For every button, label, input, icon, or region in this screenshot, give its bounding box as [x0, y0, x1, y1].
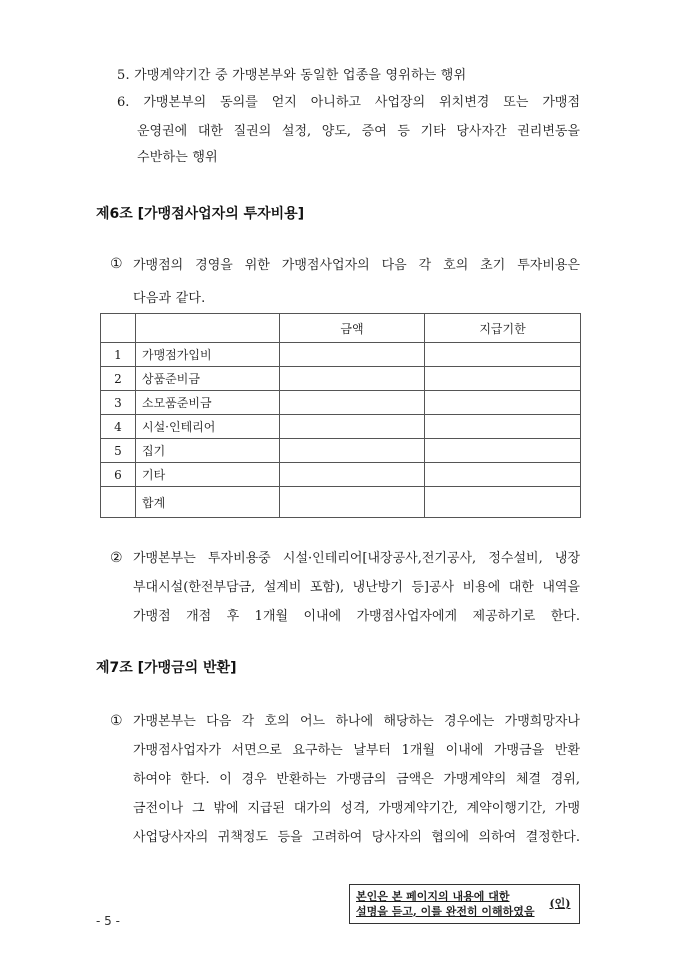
row-number: 6 — [101, 463, 136, 487]
row-due — [425, 367, 581, 391]
table-row — [101, 415, 581, 439]
row-amount — [280, 343, 425, 367]
clause-line: 하여야 한다. 이 경우 반환하는 가맹금의 금액은 가맹계약의 체결 경위, — [133, 772, 580, 787]
clause-line: 가맹본부는 투자비용중 시설·인테리어[내장공사,전기공사, 정수설비, 냉장 — [133, 551, 580, 566]
clause-line: 가맹점의 경영을 위한 가맹점사업자의 다음 각 호의 초기 투자비용은 — [133, 258, 580, 273]
clause-line: 다음과 같다. — [133, 291, 206, 306]
row-due — [425, 463, 581, 487]
row-item: 집기 — [136, 439, 280, 463]
row-amount — [280, 463, 425, 487]
list-item-6-line: 수반하는 행위 — [137, 150, 218, 165]
row-number: 3 — [101, 391, 136, 415]
row-amount — [280, 439, 425, 463]
clause-line: 사업당사자의 귀책정도 등을 고려하여 당사자의 협의에 의하여 결정한다. — [133, 830, 580, 845]
row-number: 1 — [101, 343, 136, 367]
row-due — [425, 343, 581, 367]
row-amount — [280, 367, 425, 391]
table-row — [101, 367, 581, 391]
table-header-due: 지급기한 — [425, 314, 581, 343]
row-amount — [280, 391, 425, 415]
table-header-row — [101, 314, 581, 343]
row-number: 4 — [101, 415, 136, 439]
total-amount — [280, 487, 425, 518]
row-due — [425, 391, 581, 415]
clause-marker: ① — [110, 713, 123, 729]
article-6-clause-2 — [133, 544, 580, 631]
row-item: 가맹점가입비 — [136, 343, 280, 367]
clause-marker: ① — [110, 256, 123, 272]
confirmation-text — [356, 889, 542, 919]
article-6-clause-1 — [133, 251, 580, 280]
clause-line: 가맹점 개점 후 1개월 이내에 가맹점사업자에게 제공하기로 한다. — [133, 609, 580, 624]
article-7-title: 제7조 [가맹금의 반환] — [96, 660, 237, 676]
row-amount — [280, 415, 425, 439]
row-number: 5 — [101, 439, 136, 463]
clause-line: 부대시설(한전부담금, 설계비 포함), 냉난방기 등]공사 비용에 대한 내역을 — [133, 580, 580, 595]
row-item: 기타 — [136, 463, 280, 487]
article-7-clause-1 — [133, 707, 580, 852]
investment-cost-table — [100, 313, 581, 518]
confirmation-line: 설명을 듣고, 이를 완전히 이해하였음 — [356, 905, 535, 918]
row-number — [101, 487, 136, 518]
table-row — [101, 391, 581, 415]
clause-line: 가맹본부는 다음 각 호의 어느 하나에 해당하는 경우에는 가맹희망자나 — [133, 714, 580, 729]
article-6-title: 제6조 [가맹점사업자의 투자비용] — [96, 206, 305, 222]
clause-line: 금전이나 그 밖에 지급된 대가의 성격, 가맹계약기간, 계약이행기간, 가맹 — [133, 801, 580, 816]
clause-marker: ② — [110, 550, 123, 566]
table-row — [101, 439, 581, 463]
row-item: 상품준비금 — [136, 367, 280, 391]
list-item-6 — [117, 88, 580, 146]
list-item-6-line: 6. 가맹본부의 동의를 얻지 아니하고 사업장의 위치변경 또는 가맹점 — [117, 95, 580, 110]
total-label: 합계 — [136, 487, 280, 518]
table-header-cell — [101, 314, 136, 343]
table-header-amount: 금액 — [280, 314, 425, 343]
table-header-cell — [136, 314, 280, 343]
clause-line: 가맹점사업자가 서면으로 요구하는 날부터 1개월 이내에 가맹금을 반환 — [133, 743, 580, 758]
table-row — [101, 463, 581, 487]
row-due — [425, 415, 581, 439]
row-due — [425, 439, 581, 463]
confirmation-line: 본인은 본 페이지의 내용에 대한 — [356, 890, 510, 903]
table-row — [101, 343, 581, 367]
row-item: 시설·인테리어 — [136, 415, 280, 439]
total-due — [425, 487, 581, 518]
table-total-row — [101, 487, 581, 518]
seal-mark: (인) — [549, 897, 571, 910]
row-number: 2 — [101, 367, 136, 391]
row-item: 소모품준비금 — [136, 391, 280, 415]
page-number: - 5 - — [96, 914, 120, 928]
list-item-6-line: 운영권에 대한 질권의 설정, 양도, 증여 등 기타 당사자간 권리변동을 — [137, 124, 580, 139]
list-item-5: 5. 가맹계약기간 중 가맹본부와 동일한 업종을 영위하는 행위 — [117, 68, 467, 83]
